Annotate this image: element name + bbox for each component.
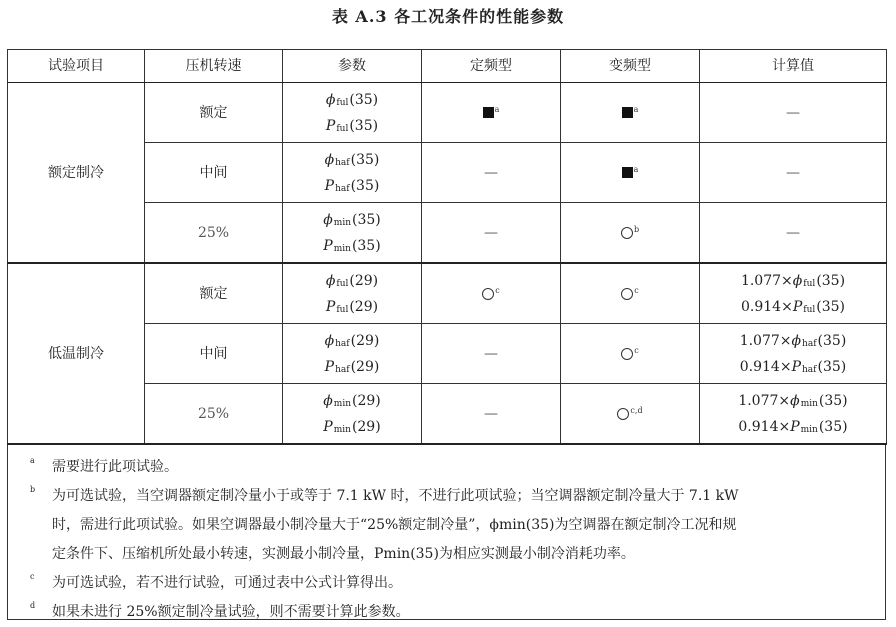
calc-factor: 0.914×: [739, 358, 792, 375]
required-square-icon: [622, 167, 633, 178]
footnote-line: 为可选试验，若不进行试验，可通过表中公式计算得出。: [52, 575, 402, 591]
param-condition: (35): [349, 91, 379, 108]
footnote: [30, 482, 873, 569]
parameter-cell: [283, 324, 422, 384]
param-subscript: haf: [335, 338, 350, 349]
param-symbol: P: [324, 177, 335, 194]
speed-cell: 25%: [145, 384, 283, 445]
calc-factor: 1.077×: [738, 392, 791, 409]
calc-capacity: [700, 328, 886, 354]
footnote-line: 时，需进行此项试验。如果空调器最小制冷量大于“25%额定制冷量”，ϕmin(35)为空调器在额定制冷工况和规: [52, 517, 737, 533]
optional-circle-icon: [621, 227, 633, 239]
power-param: [283, 414, 421, 440]
speed-cell: 额定: [145, 83, 283, 143]
fixed-speed-cell: [422, 324, 561, 384]
capacity-param: [283, 388, 421, 414]
calc-factor: 0.914×: [741, 298, 793, 315]
performance-table: [7, 49, 887, 445]
footnote-ref: c: [634, 345, 639, 355]
speed-cell: 额定: [145, 263, 283, 324]
param-symbol: ϕ: [325, 91, 336, 108]
param-condition: (35): [352, 211, 381, 228]
calc-capacity: [700, 388, 886, 414]
footnote-line: 如果未进行 25%额定制冷量试验，则不需要计算此参数。: [52, 604, 410, 620]
footnote-ref: c: [634, 285, 639, 295]
group-name: 低温制冷: [8, 263, 145, 444]
calc-symbol: P: [790, 418, 800, 435]
footnote-ref: b: [633, 224, 640, 234]
footnotes: [7, 445, 886, 620]
fixed-speed-cell: [422, 83, 561, 143]
variable-speed-cell: [561, 263, 700, 324]
footnote-ref: c,d: [630, 405, 643, 415]
dash-mark: —: [484, 405, 498, 422]
required-square-icon: [622, 107, 633, 118]
calc-cell: [700, 83, 887, 143]
param-symbol: ϕ: [325, 272, 336, 289]
power-param: [283, 113, 421, 139]
calc-subscript: min: [800, 424, 818, 435]
calc-condition: (35): [816, 298, 845, 315]
footnote: [30, 453, 873, 482]
calc-condition: (35): [818, 392, 848, 409]
param-symbol: P: [325, 117, 336, 134]
optional-circle-icon: [621, 348, 633, 360]
power-param: [283, 294, 421, 320]
dash-mark: —: [484, 164, 498, 181]
param-symbol: P: [325, 298, 336, 315]
parameter-cell: [283, 384, 422, 445]
calc-cell: [700, 384, 887, 445]
footnote-ref: a: [494, 104, 500, 114]
capacity-param: [283, 87, 421, 113]
calc-capacity: [700, 268, 886, 294]
footnote-ref: c: [495, 285, 500, 295]
param-symbol: ϕ: [323, 211, 333, 228]
calc-symbol: ϕ: [792, 272, 803, 289]
fixed-speed-cell: [422, 203, 561, 264]
calc-condition: (35): [817, 358, 847, 375]
param-subscript: ful: [336, 97, 349, 108]
calc-subscript: min: [800, 398, 818, 409]
param-condition: (35): [351, 237, 381, 254]
calc-cell: [700, 263, 887, 324]
param-condition: (35): [349, 117, 379, 134]
param-subscript: min: [333, 243, 351, 254]
footnote-ref: a: [633, 104, 639, 114]
param-subscript: ful: [336, 304, 349, 315]
calc-factor: 1.077×: [739, 332, 792, 349]
calc-condition: (35): [818, 418, 848, 435]
group-name: 额定制冷: [8, 83, 145, 264]
parameter-cell: [283, 203, 422, 264]
param-symbol: ϕ: [324, 151, 335, 168]
power-param: [283, 233, 421, 259]
param-symbol: P: [323, 418, 333, 435]
power-param: [283, 354, 421, 380]
calc-power: [700, 294, 886, 320]
parameter-cell: [283, 143, 422, 203]
header-fixed-speed: 定频型: [422, 50, 561, 83]
footnote: [30, 598, 873, 627]
calc-power: [700, 414, 886, 440]
param-subscript: min: [333, 424, 351, 435]
param-subscript: min: [333, 398, 351, 409]
calc-factor: 1.077×: [740, 272, 793, 289]
header-test-item: 试验项目: [8, 50, 145, 83]
calc-factor: 0.914×: [738, 418, 791, 435]
variable-speed-cell: [561, 203, 700, 264]
calc-subscript: ful: [803, 304, 816, 315]
table-row: [8, 263, 887, 324]
footnote-mark: d: [30, 601, 36, 610]
calc-symbol: ϕ: [790, 392, 800, 409]
param-subscript: haf: [335, 183, 350, 194]
param-condition: (29): [350, 358, 380, 375]
calc-symbol: P: [792, 298, 803, 315]
capacity-param: [283, 268, 421, 294]
param-symbol: ϕ: [324, 332, 335, 349]
param-symbol: ϕ: [323, 392, 333, 409]
calc-dash: [700, 220, 886, 246]
calc-cell: [700, 143, 887, 203]
param-symbol: P: [324, 358, 335, 375]
speed-cell: 中间: [145, 324, 283, 384]
optional-circle-icon: [621, 288, 633, 300]
param-condition: (35): [350, 151, 380, 168]
calc-text: —: [786, 104, 800, 121]
variable-speed-cell: [561, 324, 700, 384]
speed-cell: 中间: [145, 143, 283, 203]
footnote-line: 定条件下、压缩机所处最小转速，实测最小制冷量，Pmin(35)为相应实测最小制冷消耗功率。: [52, 546, 635, 562]
variable-speed-cell: [561, 384, 700, 445]
calc-subscript: ful: [803, 278, 816, 289]
param-condition: (35): [350, 177, 380, 194]
calc-dash: [700, 160, 886, 186]
param-condition: (29): [350, 332, 380, 349]
fixed-speed-cell: [422, 143, 561, 203]
header-parameter: 参数: [283, 50, 422, 83]
speed-cell: 25%: [145, 203, 283, 264]
calc-text: —: [786, 224, 800, 241]
param-subscript: ful: [336, 123, 349, 134]
calc-cell: [700, 203, 887, 264]
variable-speed-cell: [561, 143, 700, 203]
required-square-icon: [483, 107, 494, 118]
footnote-ref: a: [633, 164, 639, 174]
param-subscript: ful: [336, 278, 349, 289]
param-condition: (29): [352, 392, 381, 409]
variable-speed-cell: [561, 83, 700, 143]
param-condition: (29): [351, 418, 381, 435]
table-title: 表 A.3 各工况条件的性能参数: [331, 7, 565, 26]
table-row: [8, 83, 887, 143]
header-variable-speed: 变频型: [561, 50, 700, 83]
param-symbol: P: [323, 237, 333, 254]
calc-subscript: haf: [802, 338, 817, 349]
param-subscript: min: [333, 217, 351, 228]
calc-subscript: haf: [801, 364, 817, 375]
dash-mark: —: [484, 345, 498, 362]
footnote-mark: b: [30, 485, 36, 494]
calc-dash: [700, 100, 886, 126]
power-param: [283, 173, 421, 199]
header-row: [8, 50, 887, 83]
param-subscript: haf: [335, 157, 350, 168]
capacity-param: [283, 207, 421, 233]
calc-cell: [700, 324, 887, 384]
footnote-mark: a: [30, 456, 35, 465]
fixed-speed-cell: [422, 263, 561, 324]
capacity-param: [283, 328, 421, 354]
calc-power: [700, 354, 886, 380]
dash-mark: —: [484, 224, 498, 241]
calc-symbol: P: [791, 358, 801, 375]
calc-condition: (35): [816, 272, 846, 289]
optional-circle-icon: [482, 288, 494, 300]
param-condition: (29): [349, 272, 379, 289]
footnote-line: 需要进行此项试验。: [52, 459, 178, 475]
param-condition: (29): [349, 298, 379, 315]
footnote-line: 为可选试验，当空调器额定制冷量小于或等于 7.1 kW 时，不进行此项试验；当空调器额定制冷量大于 7.1 kW: [52, 488, 739, 504]
optional-circle-icon: [617, 408, 629, 420]
calc-text: —: [786, 164, 800, 181]
footnote: [30, 569, 873, 598]
header-compressor-speed: 压机转速: [145, 50, 283, 83]
footnote-mark: c: [30, 572, 35, 581]
param-subscript: haf: [335, 364, 350, 375]
calc-condition: (35): [817, 332, 847, 349]
capacity-param: [283, 147, 421, 173]
parameter-cell: [283, 263, 422, 324]
parameter-cell: [283, 83, 422, 143]
header-calculated-value: 计算值: [700, 50, 887, 83]
calc-symbol: ϕ: [791, 332, 802, 349]
fixed-speed-cell: [422, 384, 561, 445]
